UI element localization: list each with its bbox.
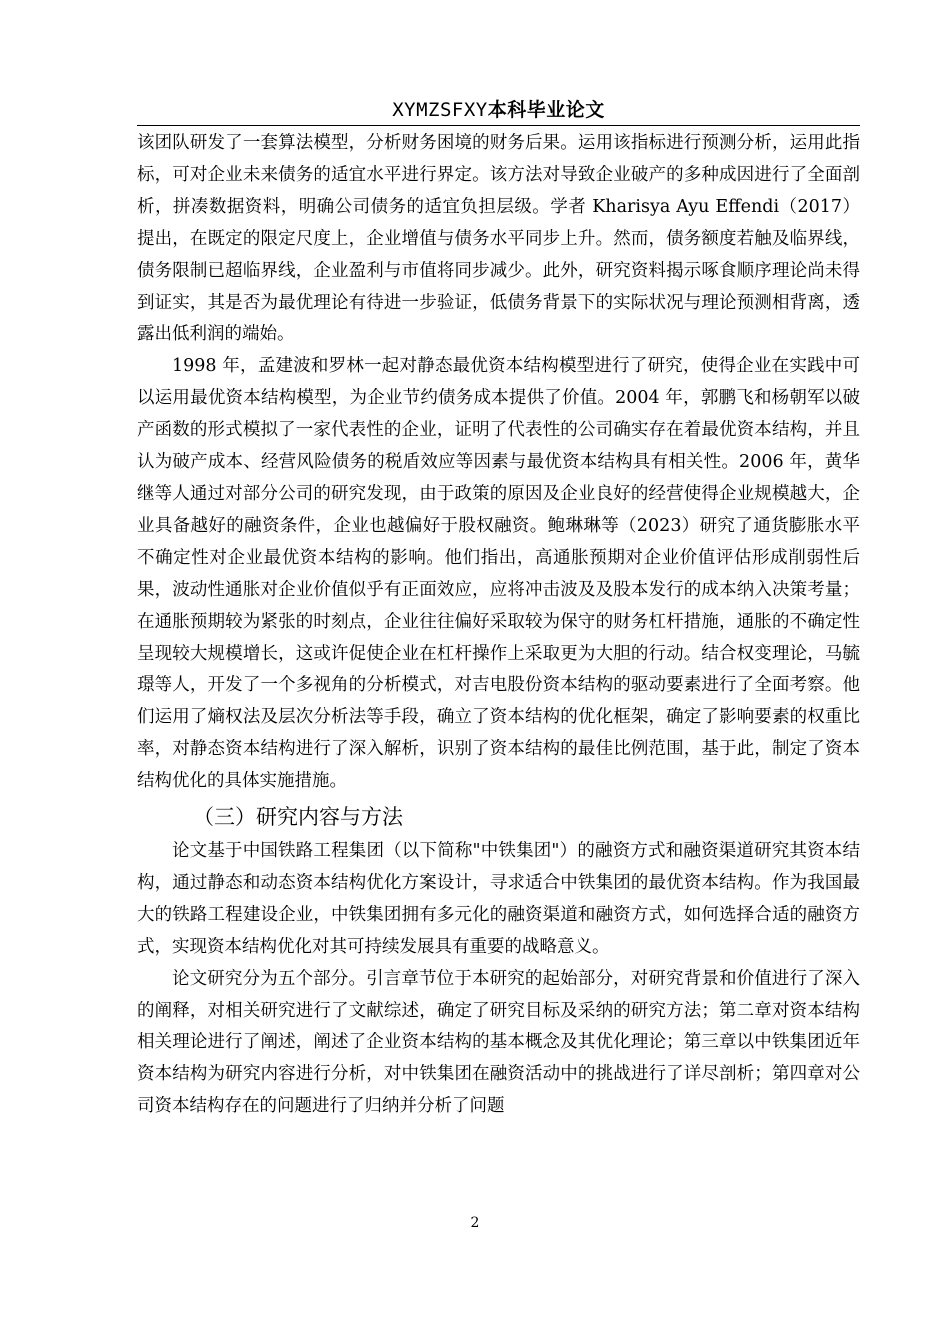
paragraph-continued: 该团队研发了一套算法模型，分析财务困境的财务后果。运用该指标进行预测分析，运用此指标，可对企业未来债务的适宜水平进行界定。该方法对导致企业破产的多种成因进行了全面剖析，拼凑数据资料，明确公司债务的适宜负担层级。学者 Kharisya Ayu Effendi（2017）提出，在既定的限定尺度上，企业增值与债务水平同步上升。然而，债务额度若触及临界线，债务限制已超临界线，企业盈利与市值将同步减少。此外，研究资料揭示啄食顺序理论尚未得到证实，其是否为最优理论有待进一步验证，低债务背景下的实际状况与理论预测相背离，透露出低利润的端始。 [137, 133, 860, 345]
page-number: 2 [470, 1215, 480, 1231]
section-heading: （三）研究内容与方法 [193, 805, 403, 830]
header-rule [137, 125, 860, 126]
header-school-code: XYMZSFXY [392, 99, 488, 121]
paragraph-literature-1998: 1998 年，孟建波和罗林一起对静态最优资本结构模型进行了研究，使得企业在实践中可以运用最优资本结构模型，为企业节约债务成本提供了价值。2004 年，郭鹏飞和杨朝军以破产函数的形式模拟了一家代表性的企业，证明了代表性的公司确实存在着最优资本结构，并且认为破产成本、经营风险债务的税盾效应等因素与最优资本结构具有相关性。2006 年，黄华继等人通过对部分公司的研究发现，由于政策的原因及企业良好的经营使得企业规模越大，企业具备越好的融资条件，企业也越偏好于股权融资。鲍琳琳等（2023）研究了通货膨胀水平不确定性对企业最优资本结构的影响。他们指出，高通胀预期对企业价值评估形成削弱性后果，波动性通胀对企业价值似乎有正面效应，应将冲击波及及股本发行的成本纳入决策考量；在通胀预期较为紧张的时刻点，企业往往偏好采取较为保守的财务杠杆措施，通胀的不确定性呈现较大规模增长，这或许促使企业在杠杆操作上采取更为大胆的行动。结合权变理论，马毓璟等人，开发了一个多视角的分析模式，对吉电股份资本结构的驱动要素进行了全面考察。他们运用了熵权法及层次分析法等手段，确立了资本结构的优化框架，确定了影响要素的权重比率，对静态资本结构进行了深入解析，识别了资本结构的最佳比例范围，基于此，制定了资本结构优化的具体实施措施。 [137, 356, 860, 792]
header-title: 本科毕业论文 [487, 99, 605, 121]
page-header [137, 95, 860, 125]
paragraph-research-intro: 论文基于中国铁路工程集团（以下简称"中铁集团"）的融资方式和融资渠道研究其资本结构，通过静态和动态资本结构优化方案设计，寻求适合中铁集团的最优资本结构。作为我国最大的铁路工程建设企业，中铁集团拥有多元化的融资渠道和融资方式，如何选择合适的融资方式，实现资本结构优化对其可持续发展具有重要的战略意义。 [137, 841, 860, 957]
page-body [137, 128, 860, 1123]
paragraph-paper-structure: 论文研究分为五个部分。引言章节位于本研究的起始部分，对研究背景和价值进行了深入的阐释，对相关研究进行了文献综述，确定了研究目标及采纳的研究方法；第二章对资本结构相关理论进行了阐述，阐述了企业资本结构的基本概念及其优化理论；第三章以中铁集团近年资本结构为研究内容进行分析，对中铁集团在融资活动中的挑战进行了详尽剖析；第四章对公司资本结构存在的问题进行了归纳并分析了问题 [137, 968, 860, 1117]
